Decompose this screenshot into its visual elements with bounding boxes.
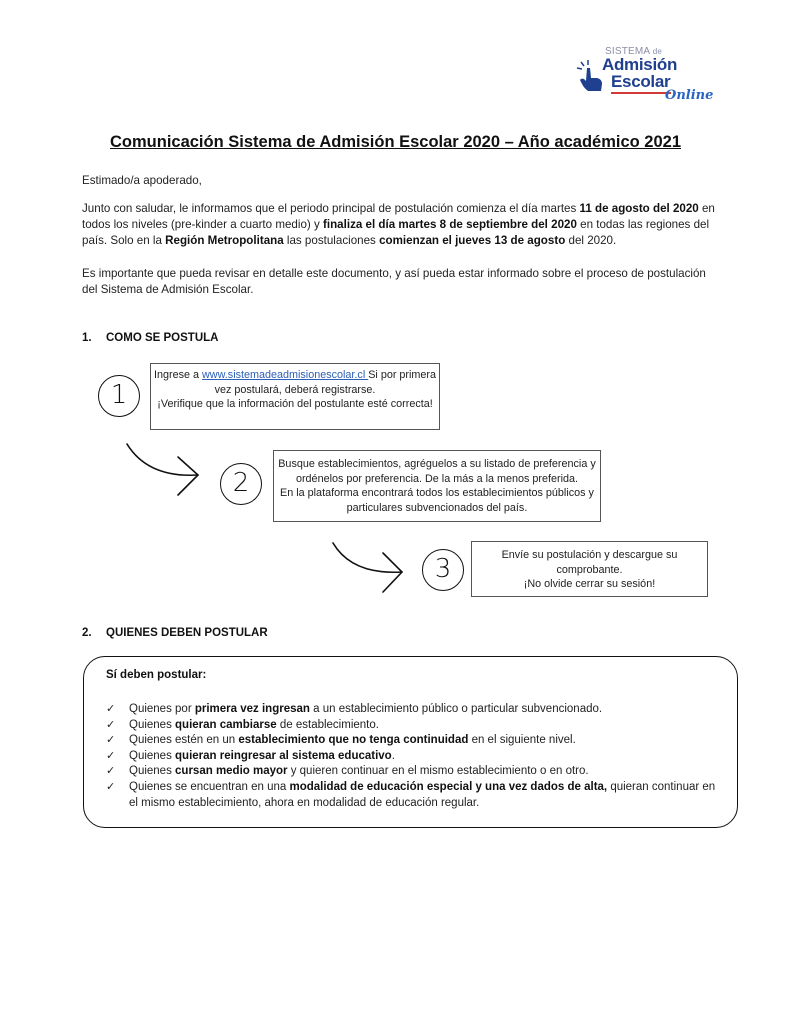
bold-start-date: 11 de agosto del 2020: [579, 202, 699, 215]
bold-text: primera vez ingresan: [194, 703, 310, 715]
step-text: ¡No olvide cerrar su sesión!: [523, 578, 656, 591]
section-heading-quienes-deben-postular: [82, 627, 268, 639]
checkmark-icon: ✓: [106, 703, 116, 715]
logo-escolar-text: Escolar: [611, 72, 671, 91]
text-run: del 2020.: [565, 234, 617, 247]
list-item: [102, 733, 722, 749]
sae-website-link[interactable]: www.sistemadeadmisionescolar.cl: [202, 369, 369, 381]
step-text: Envíe su postulación y descargue su comprobante.: [501, 549, 678, 576]
section-title: COMO SE POSTULA: [106, 332, 219, 344]
bold-text: cursan medio mayor: [175, 765, 288, 778]
step-1-box: [150, 363, 440, 430]
logo-de-text: de: [652, 47, 663, 56]
step-text: Busque establecimientos, agréguelos a su listado de preferencia y ordénelos por preferencia. De la más a la menos preferida.: [278, 458, 596, 485]
checkmark-icon: ✓: [106, 734, 116, 747]
section-number: 1.: [82, 332, 92, 344]
text-run: en el siguiente nivel.: [468, 734, 576, 747]
greeting: Estimado/a apoderado,: [82, 174, 202, 187]
logo-online-text: Online: [665, 88, 714, 103]
bold-text: quieran reingresar al sistema educativo: [175, 749, 392, 762]
text-run: Quienes: [129, 765, 176, 778]
text-run: Junto con saludar, le informamos que el periodo principal de postulación comienza el día martes: [82, 202, 580, 215]
bold-text: modalidad de educación especial y una vez dados de alta,: [289, 780, 608, 793]
text-run: Quienes: [129, 718, 176, 731]
list-item: [102, 702, 722, 718]
step-2-circle: 2: [220, 463, 262, 505]
list-item: [102, 780, 722, 811]
section-title: QUIENES DEBEN POSTULAR: [106, 627, 268, 639]
section-number: 2.: [82, 627, 92, 639]
bold-rm-start-date: comienzan el jueves 13 de agosto: [379, 234, 566, 247]
step-text: Si por primera vez postulará, deberá registrarse.: [214, 369, 437, 396]
step-2-box: [273, 450, 601, 522]
review-paragraph: Es importante que pueda revisar en detalle este documento, y así pueda estar informado sobre el proceso de postulación del Sistema de Admisión Escolar.: [82, 267, 706, 296]
text-run: .: [391, 749, 395, 762]
step-text: Ingrese a: [153, 369, 202, 381]
bold-end-date: finaliza el día martes 8 de septiembre del 2020: [323, 218, 577, 231]
step-text: ¡Verifique que la información del postulante esté correcta!: [157, 398, 433, 411]
curved-arrow-icon: [127, 444, 198, 495]
text-run: en todas las regiones del país. Solo en la: [82, 218, 710, 247]
requirements-list: [102, 702, 722, 811]
step-3-circle: 3: [422, 549, 464, 591]
text-run: las postulaciones: [283, 234, 380, 247]
box-title: Sí deben postular:: [106, 669, 207, 681]
text-run: Quienes: [129, 749, 176, 762]
who-must-apply-box: [83, 656, 738, 828]
checkmark-icon: ✓: [106, 718, 116, 731]
step-text: En la plataforma encontrará todos los establecimientos públicos y particulares subvencionados del país.: [280, 487, 594, 514]
curved-arrow-icon: [333, 543, 402, 592]
list-item: [102, 749, 722, 765]
bold-text: quieran cambiarse: [175, 718, 277, 731]
checkmark-icon: ✓: [106, 780, 116, 793]
list-item: [102, 718, 722, 734]
checkmark-icon: ✓: [106, 749, 116, 762]
text-run: a un establecimiento público o particular subvencionado.: [309, 703, 603, 715]
step-3-box: [471, 541, 708, 597]
list-item: [102, 764, 722, 780]
text-run: Quienes se encuentran en una: [129, 780, 290, 793]
text-run: y quieren continuar en el mismo establecimiento o en otro.: [287, 765, 589, 778]
step-1-circle: 1: [98, 375, 140, 417]
logo-admision-text: Admisión: [602, 55, 678, 74]
text-run: en todos los niveles (pre-kinder a cuarto medio) y: [82, 202, 715, 231]
bold-region: Región Metropolitana: [165, 234, 284, 247]
text-run: Quienes estén en un: [129, 734, 239, 747]
logo-sistema-text: SISTEMA: [605, 46, 650, 57]
text-run: quieran continuar en el mismo establecimiento, ahora en modalidad de educación regular.: [129, 780, 716, 809]
text-run: Quienes por: [129, 703, 195, 715]
text-run: de establecimiento.: [276, 718, 379, 731]
checkmark-icon: ✓: [106, 765, 116, 778]
document-title: Comunicación Sistema de Admisión Escolar 2020 – Año académico 2021: [110, 133, 681, 151]
bold-text: establecimiento que no tenga continuidad: [238, 734, 469, 747]
